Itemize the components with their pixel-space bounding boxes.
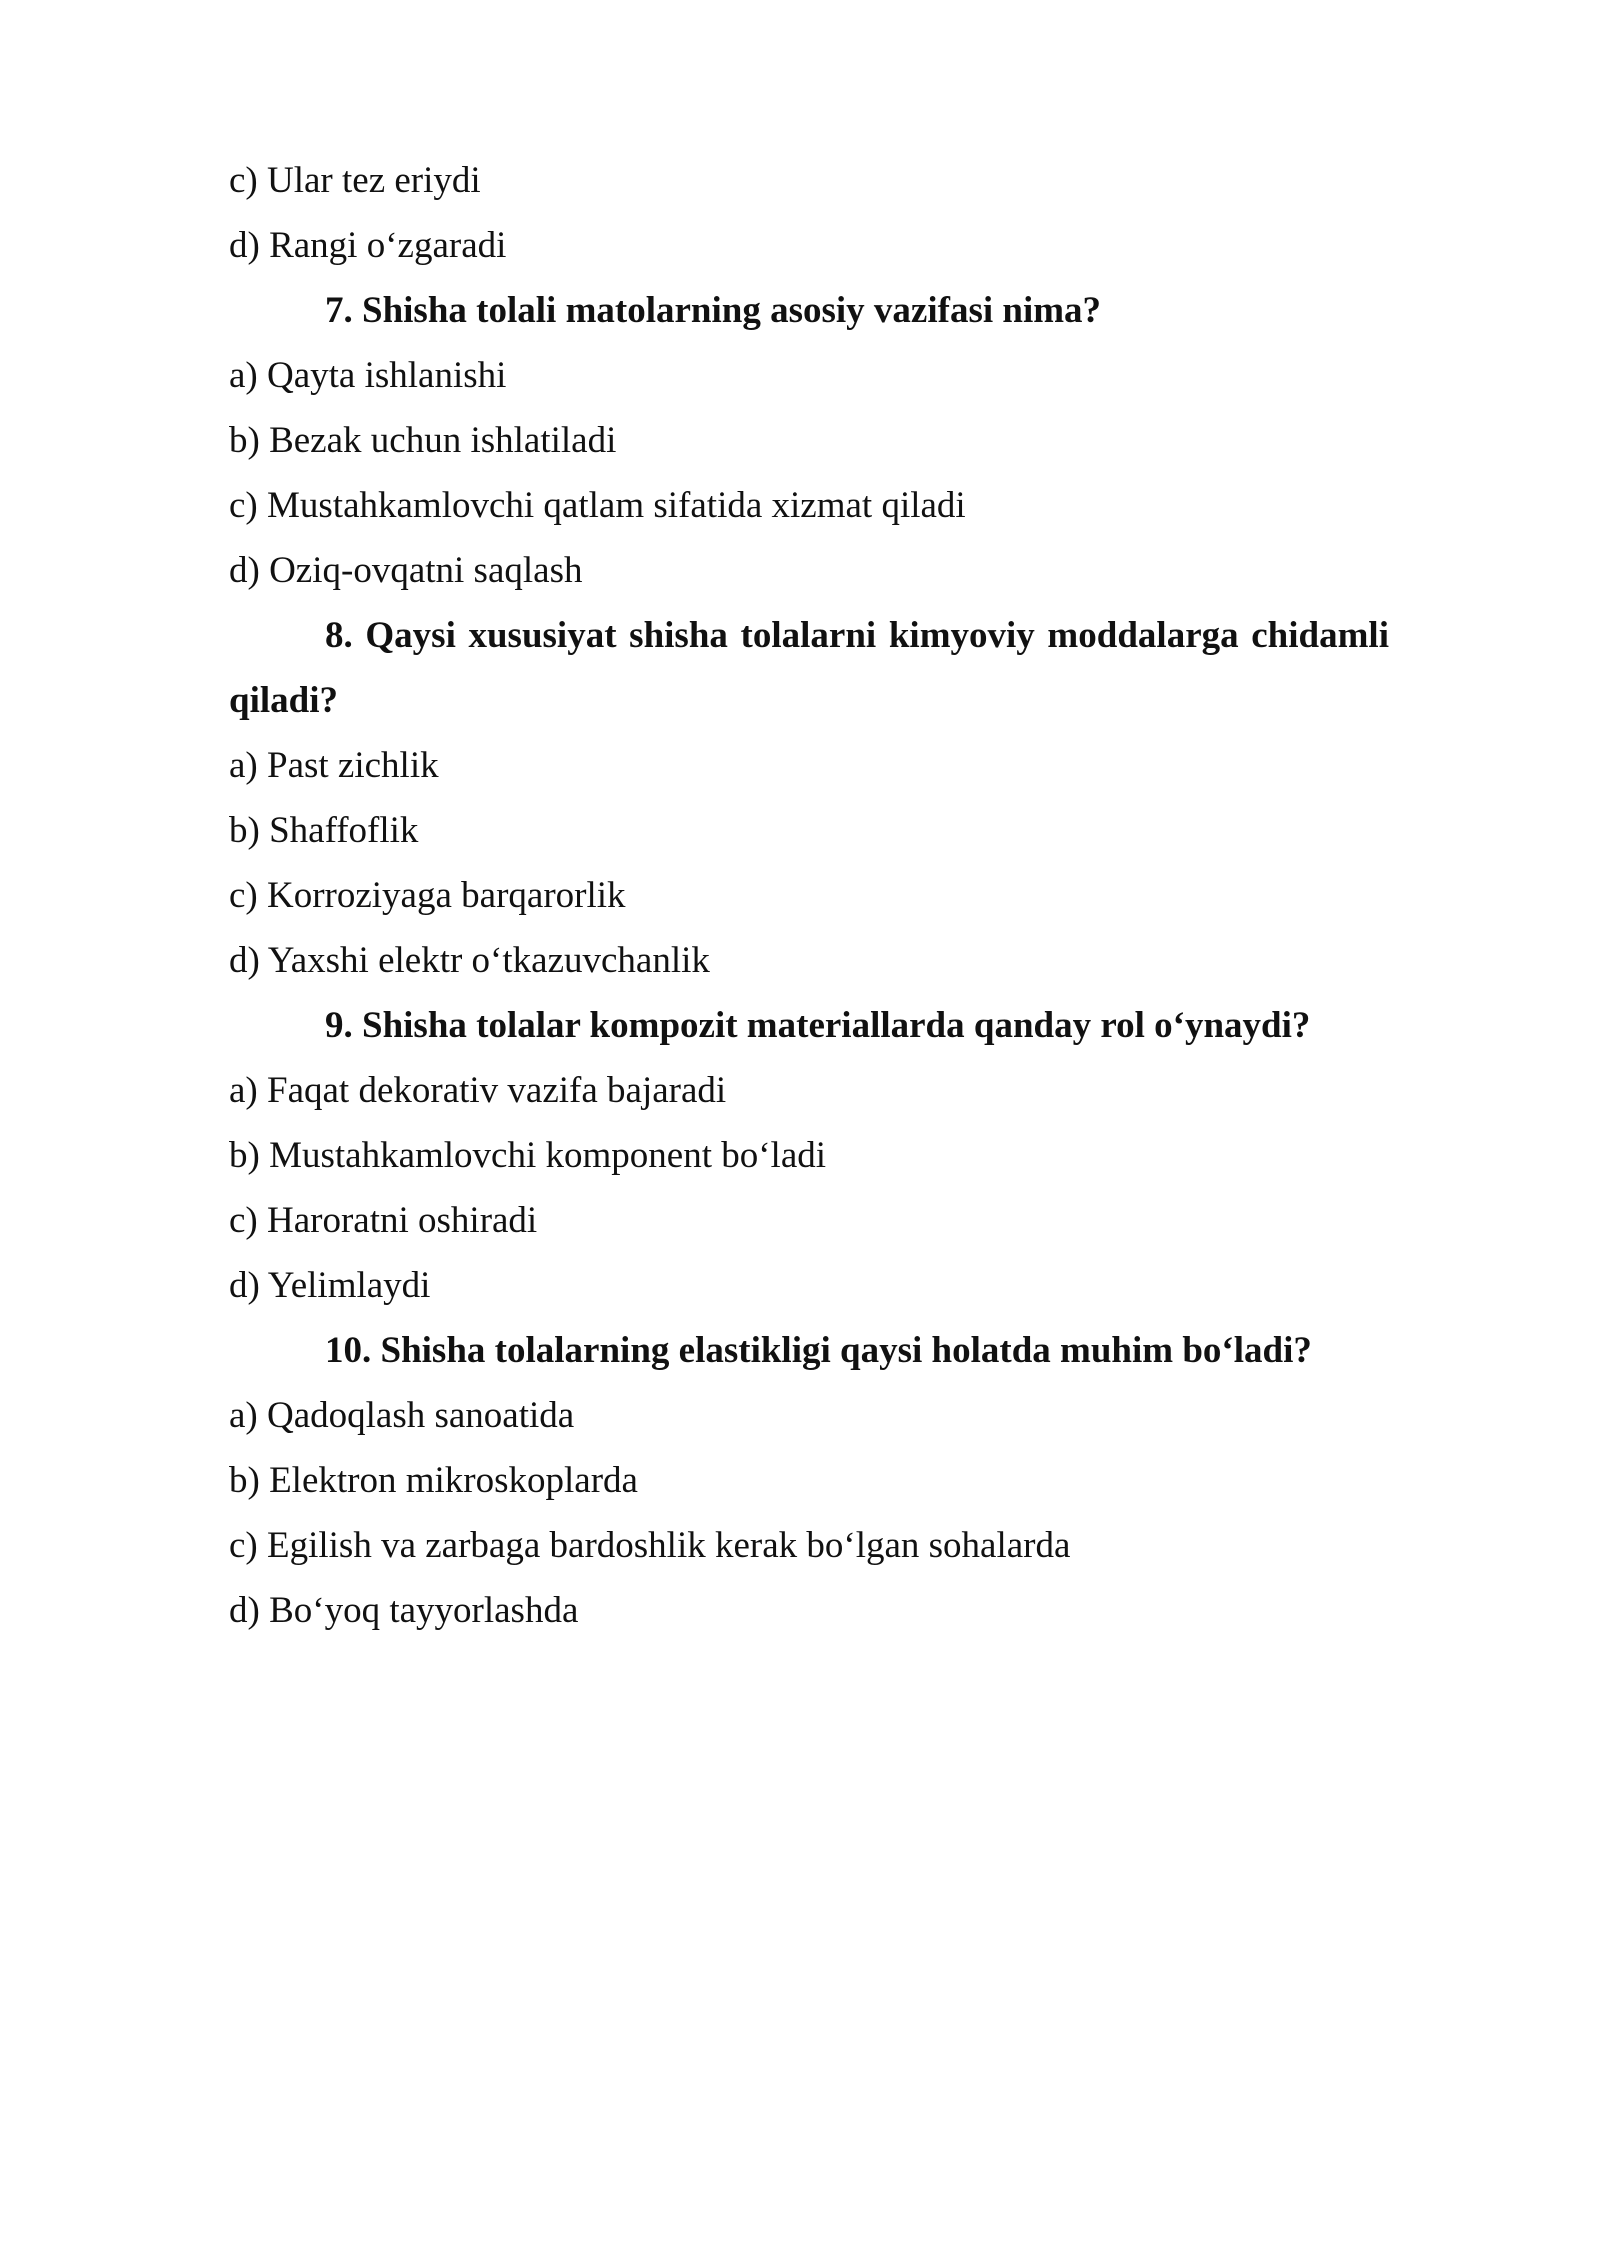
answer-option: b) Mustahkamlovchi komponent bo‘ladi (229, 1135, 827, 1176)
answer-option: d) Yelimlaydi (229, 1265, 431, 1306)
answer-option: b) Bezak uchun ishlatiladi (229, 420, 617, 461)
answer-option: d) Rangi o‘zgaradi (229, 225, 507, 266)
answer-option: c) Korroziyaga barqarorlik (229, 875, 626, 916)
quiz-content (229, 148, 1389, 1643)
answer-option: a) Faqat dekorativ vazifa bajaradi (229, 1070, 727, 1111)
answer-option: a) Past zichlik (229, 745, 439, 786)
answer-option: a) Qayta ishlanishi (229, 355, 507, 396)
question-heading (229, 603, 1389, 733)
answer-option: a) Qadoqlash sanoatida (229, 1395, 575, 1436)
answer-option: b) Elektron mikroskoplarda (229, 1460, 638, 1501)
answer-option: c) Ular tez eriydi (229, 160, 481, 201)
answer-option: c) Mustahkamlovchi qatlam sifatida xizmat qiladi (229, 485, 966, 526)
answer-option: d) Oziq-ovqatni saqlash (229, 550, 583, 591)
question-text: 8. Qaysi xususiyat shisha tolalarni kimyoviy moddalarga chidamli qiladi? (229, 615, 1389, 721)
answer-option: b) Shaffoflik (229, 810, 419, 851)
answer-option: d) Bo‘yoq tayyorlashda (229, 1590, 579, 1631)
question-heading: 10. Shisha tolalarning elastikligi qaysi holatda muhim bo‘ladi? (325, 1330, 1312, 1371)
answer-option: c) Haroratni oshiradi (229, 1200, 538, 1241)
answer-option: c) Egilish va zarbaga bardoshlik kerak bo‘lgan sohalarda (229, 1525, 1071, 1566)
question-heading: 7. Shisha tolali matolarning asosiy vazifasi nima? (325, 290, 1102, 331)
question-heading: 9. Shisha tolalar kompozit materiallarda qanday rol o‘ynaydi? (325, 1005, 1311, 1046)
answer-option: d) Yaxshi elektr o‘tkazuvchanlik (229, 940, 710, 981)
